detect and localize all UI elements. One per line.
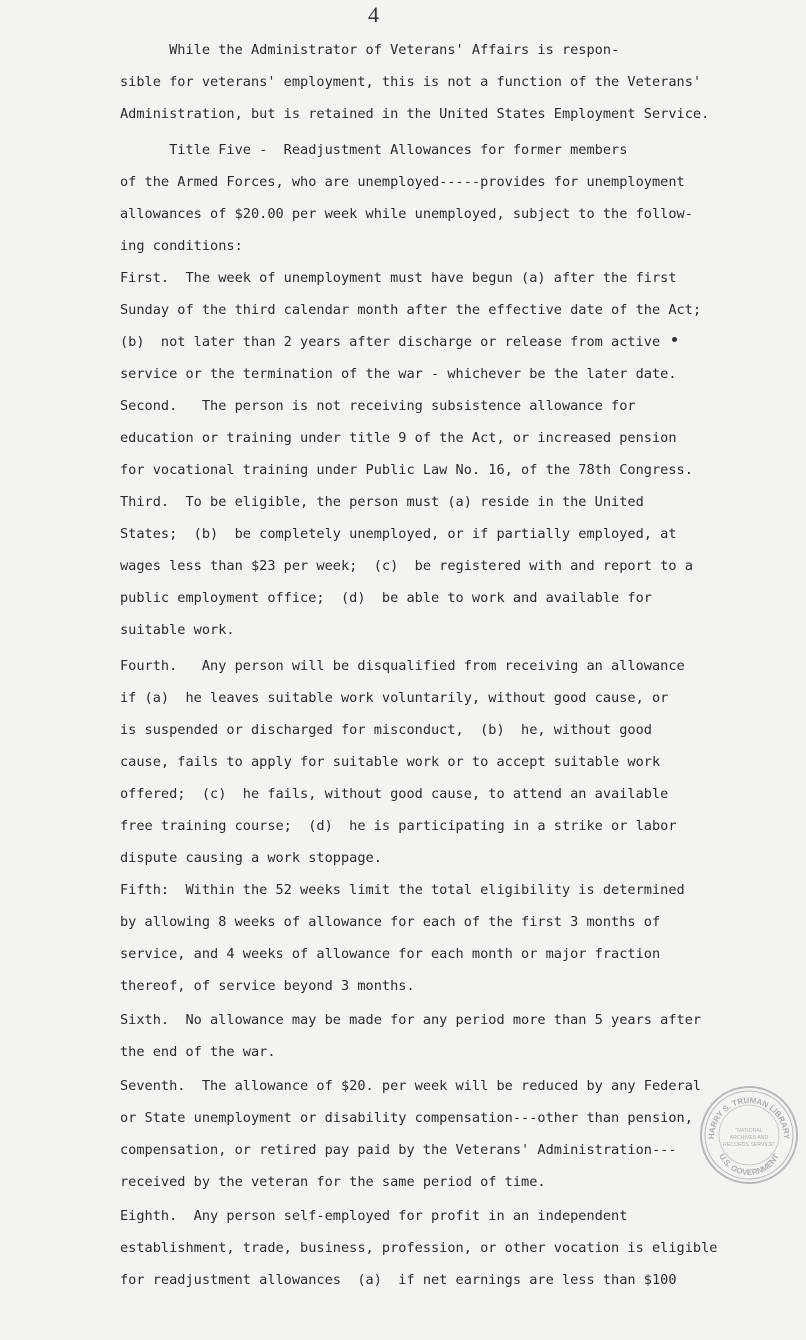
text-line: Sunday of the third calendar month after the effective date of the Act;: [120, 302, 702, 318]
ink-dot: [672, 337, 677, 342]
text-line: for vocational training under Public Law No. 16, of the 78th Congress.: [120, 462, 693, 478]
text-line: Administration, but is retained in the United States Employment Service.: [120, 106, 710, 122]
text-line: sible for veterans' employment, this is not a function of the Veterans': [120, 74, 702, 90]
svg-text:"NATIONAL: "NATIONAL: [735, 1128, 763, 1134]
text-line: is suspended or discharged for misconduct, (b) he, without good: [120, 722, 652, 738]
text-line: allowances of $20.00 per week while unemployed, subject to the follow-: [120, 206, 693, 222]
text-line: Eighth. Any person self-employed for profit in an independent: [120, 1208, 628, 1224]
text-line: While the Administrator of Veterans' Affairs is respon-: [120, 42, 620, 58]
text-line: (b) not later than 2 years after discharge or release from active: [120, 334, 661, 350]
text-line: establishment, trade, business, profession, or other vocation is eligible: [120, 1240, 718, 1256]
seal-icon: [702, 1088, 796, 1182]
text-line: Second. The person is not receiving subsistence allowance for: [120, 398, 636, 414]
svg-text:HARRY S. TRUMAN LIBRARY: HARRY S. TRUMAN LIBRARY: [706, 1095, 792, 1140]
text-line: Fifth: Within the 52 weeks limit the total eligibility is determined: [120, 882, 685, 898]
text-line: service or the termination of the war - whichever be the later date.: [120, 366, 677, 382]
text-line: compensation, or retired pay paid by the Veterans' Administration---: [120, 1142, 677, 1158]
text-line: received by the veteran for the same period of time.: [120, 1174, 546, 1190]
text-line: dispute causing a work stoppage.: [120, 850, 382, 866]
svg-text:RECORDS SERVICE": RECORDS SERVICE": [723, 1142, 775, 1148]
text-line: education or training under title 9 of the Act, or increased pension: [120, 430, 677, 446]
text-line: Sixth. No allowance may be made for any period more than 5 years after: [120, 1012, 702, 1028]
text-line: if (a) he leaves suitable work voluntarily, without good cause, or: [120, 690, 669, 706]
text-line: suitable work.: [120, 622, 235, 638]
text-line: Seventh. The allowance of $20. per week will be reduced by any Federal: [120, 1078, 702, 1094]
text-line: free training course; (d) he is participating in a strike or labor: [120, 818, 677, 834]
text-line: service, and 4 weeks of allowance for each month or major fraction: [120, 946, 661, 962]
text-line: the end of the war.: [120, 1044, 276, 1060]
archive-seal-stamp: [700, 1086, 798, 1184]
text-line: Title Five - Readjustment Allowances for former members: [120, 142, 628, 158]
text-line: or State unemployment or disability compensation---other than pension,: [120, 1110, 693, 1126]
text-line: for readjustment allowances (a) if net earnings are less than $100: [120, 1272, 677, 1288]
text-line: First. The week of unemployment must have begun (a) after the first: [120, 270, 677, 286]
text-line: offered; (c) he fails, without good cause, to attend an available: [120, 786, 669, 802]
text-line: public employment office; (d) be able to work and available for: [120, 590, 652, 606]
text-line: wages less than $23 per week; (c) be registered with and report to a: [120, 558, 693, 574]
svg-text:U.S. GOVERNMENT: U.S. GOVERNMENT: [717, 1152, 781, 1178]
text-line: by allowing 8 weeks of allowance for each of the first 3 months of: [120, 914, 661, 930]
svg-text:ARCHIVES AND: ARCHIVES AND: [729, 1135, 769, 1141]
text-line: thereof, of service beyond 3 months.: [120, 978, 415, 994]
text-line: Fourth. Any person will be disqualified from receiving an allowance: [120, 658, 685, 674]
text-line: ing conditions:: [120, 238, 243, 254]
text-line: Third. To be eligible, the person must (a) reside in the United: [120, 494, 644, 510]
text-line: States; (b) be completely unemployed, or if partially employed, at: [120, 526, 677, 542]
text-line: cause, fails to apply for suitable work or to accept suitable work: [120, 754, 661, 770]
page-number: 4: [368, 2, 379, 27]
text-line: of the Armed Forces, who are unemployed-----provides for unemployment: [120, 174, 685, 190]
